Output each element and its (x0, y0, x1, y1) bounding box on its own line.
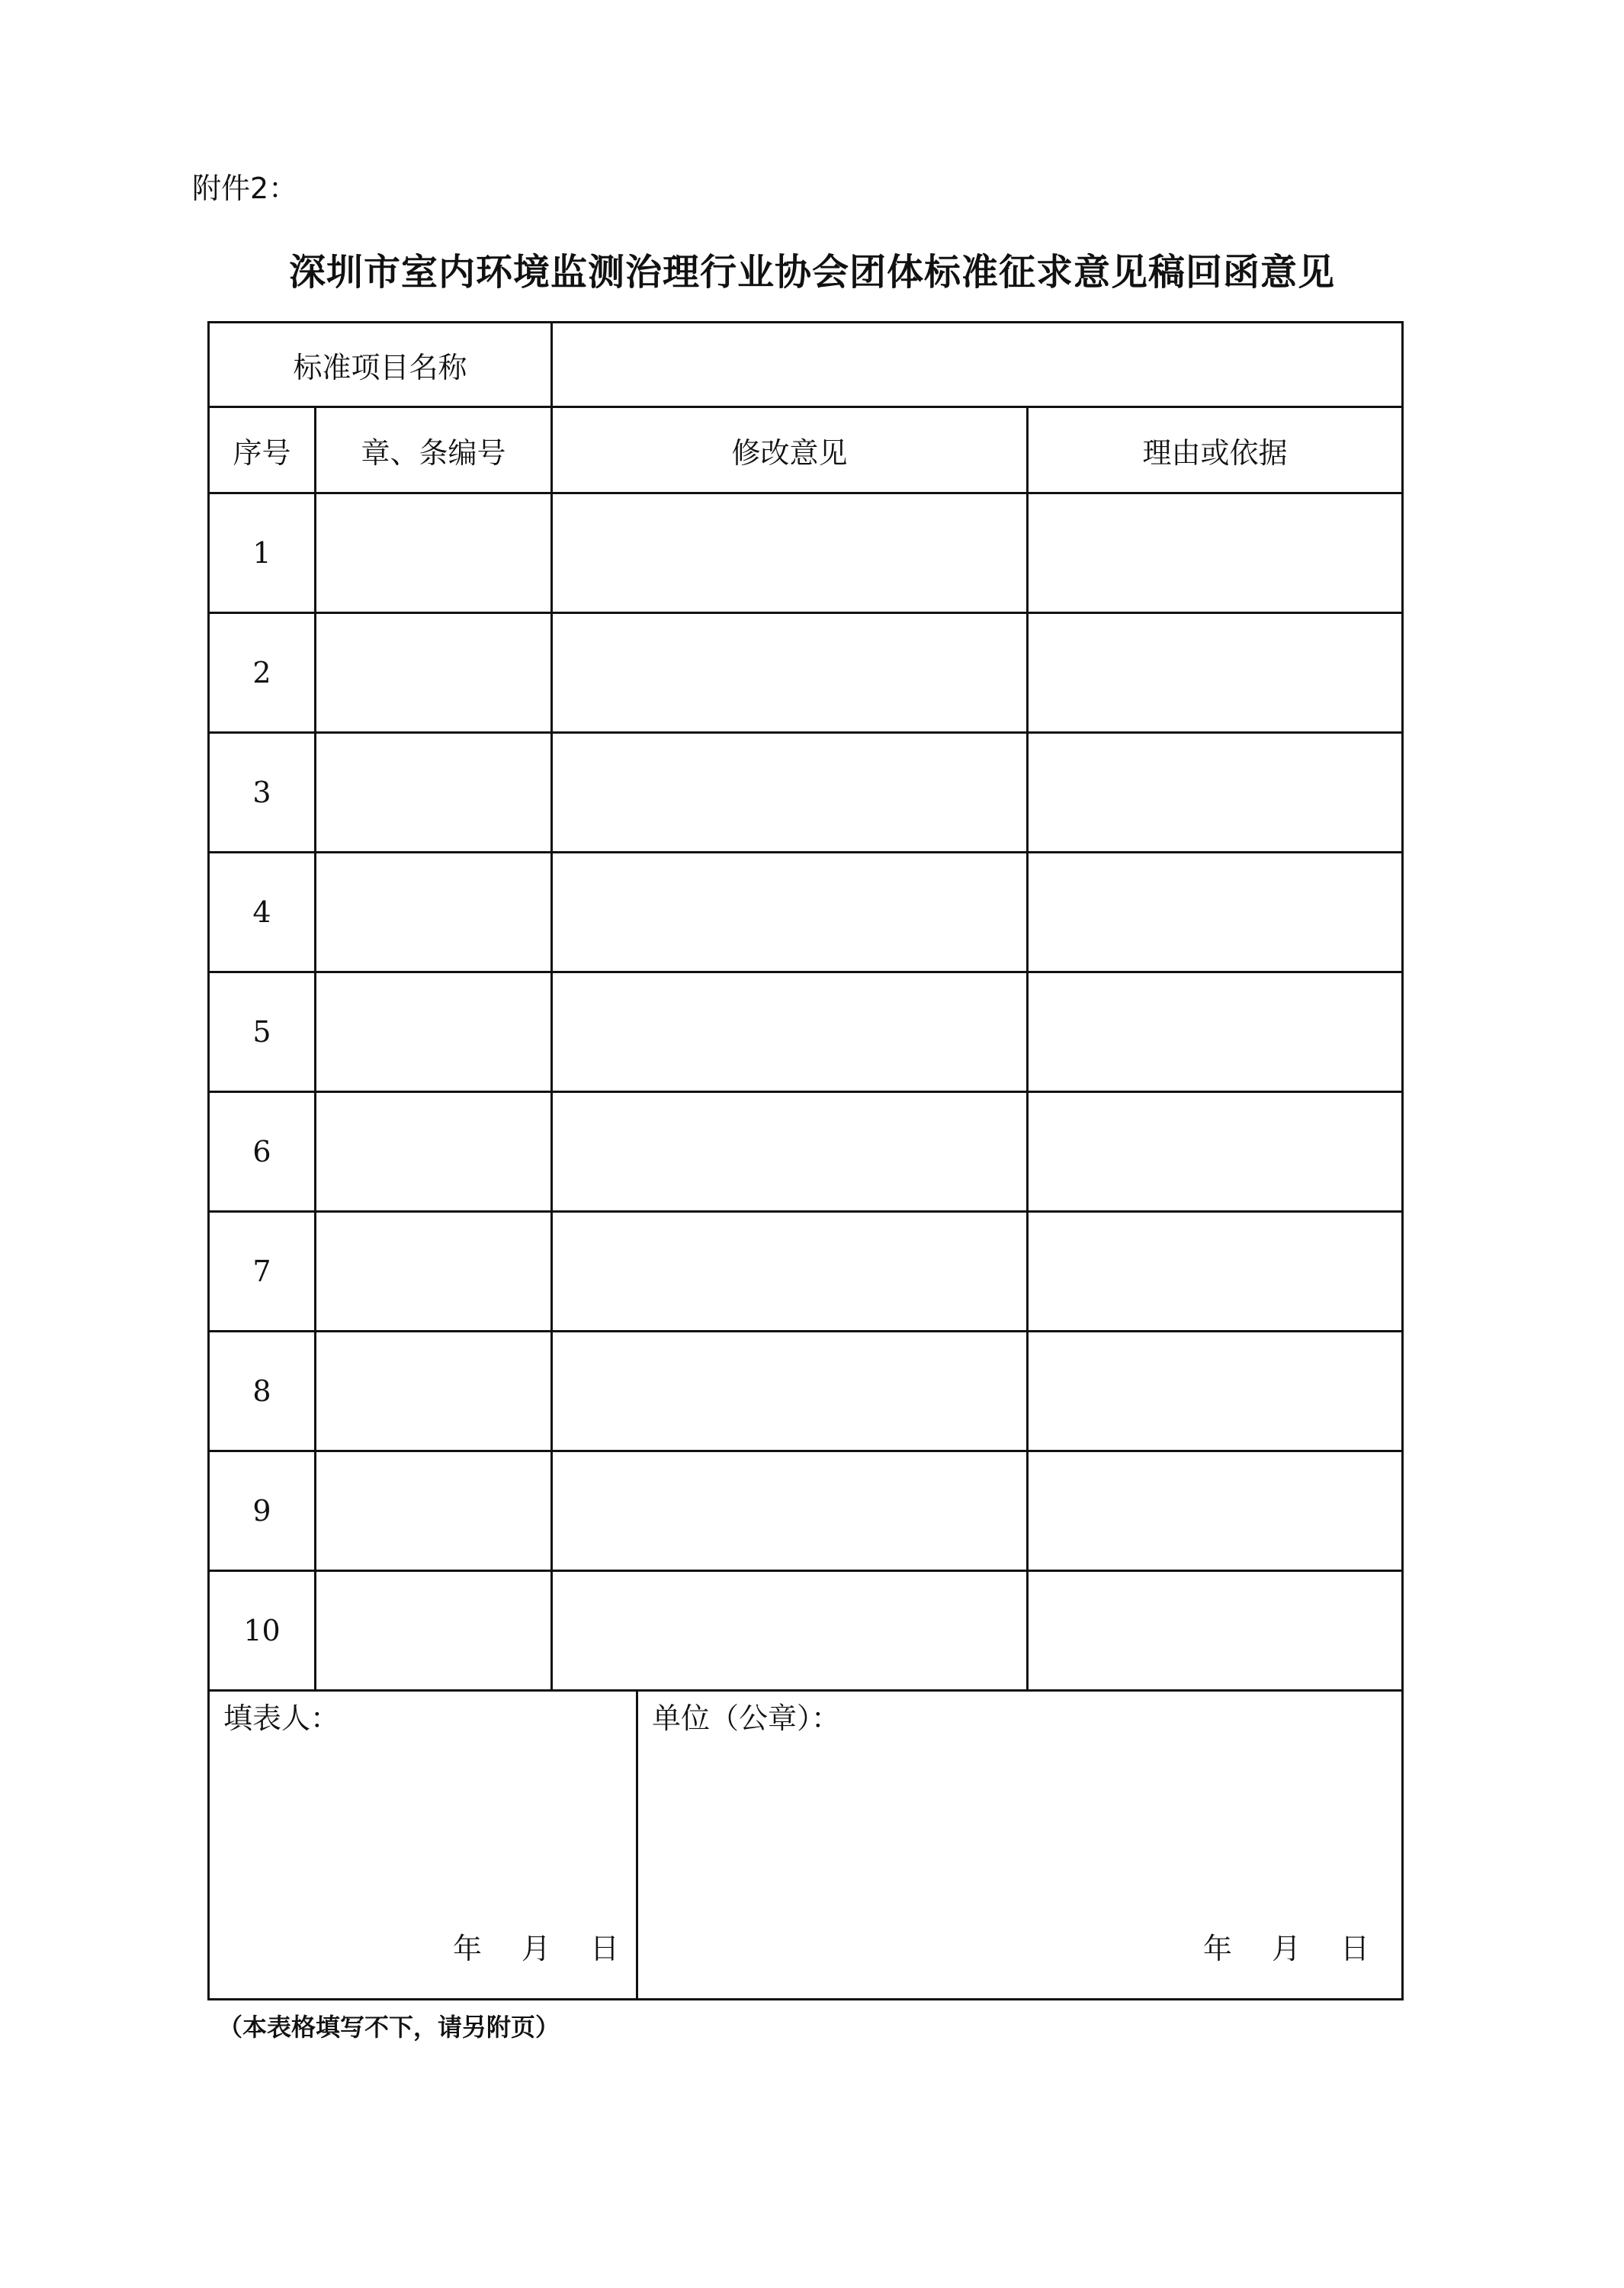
clause-cell[interactable] (316, 972, 552, 1092)
day-label: 日 (590, 1932, 620, 1965)
day-label: 日 (1340, 1932, 1370, 1965)
table-row (209, 613, 1403, 733)
reason-cell[interactable] (1028, 733, 1403, 853)
row-number: 7 (209, 1212, 316, 1332)
row-number: 6 (209, 1092, 316, 1212)
unit-seal-cell[interactable] (637, 1691, 1403, 2000)
opinion-cell[interactable] (552, 733, 1028, 853)
attachment-label: 附件2： (192, 172, 298, 205)
header-row (209, 407, 1403, 493)
opinion-cell[interactable] (552, 1092, 1028, 1212)
opinion-cell[interactable] (552, 613, 1028, 733)
form-title: 深圳市室内环境监测治理行业协会团体标准征求意见稿回函意见 (288, 251, 1335, 294)
reason-cell[interactable] (1028, 613, 1403, 733)
opinion-cell[interactable] (552, 1332, 1028, 1451)
project-name-row (209, 323, 1403, 407)
opinion-form-table (207, 321, 1404, 2000)
opinion-cell[interactable] (552, 1451, 1028, 1571)
opinion-cell[interactable] (552, 1212, 1028, 1332)
footnote: （本表格填写不下，请另附页） (218, 2013, 560, 2042)
row-number: 10 (209, 1571, 316, 1691)
reason-cell[interactable] (1028, 1092, 1403, 1212)
project-name-label: 标准项目名称 (209, 323, 552, 407)
table-row (209, 1571, 1403, 1691)
table-row (209, 972, 1403, 1092)
unit-seal-label: 单位（公章）： (652, 1702, 841, 1735)
table-row (209, 733, 1403, 853)
opinion-cell[interactable] (552, 1571, 1028, 1691)
reason-cell[interactable] (1028, 972, 1403, 1092)
reason-cell[interactable] (1028, 853, 1403, 972)
clause-cell[interactable] (316, 853, 552, 972)
reason-cell[interactable] (1028, 1332, 1403, 1451)
clause-cell[interactable] (316, 613, 552, 733)
header-opinion: 修改意见 (552, 407, 1028, 493)
month-label: 月 (1271, 1932, 1301, 1965)
clause-cell[interactable] (316, 1332, 552, 1451)
row-number: 1 (209, 493, 316, 613)
table-row (209, 493, 1403, 613)
year-label: 年 (452, 1932, 482, 1965)
opinion-cell[interactable] (552, 493, 1028, 613)
header-reason: 理由或依据 (1028, 407, 1403, 493)
clause-cell[interactable] (316, 733, 552, 853)
reason-cell[interactable] (1028, 1451, 1403, 1571)
header-seq: 序号 (209, 407, 316, 493)
opinion-cell[interactable] (552, 972, 1028, 1092)
clause-cell[interactable] (316, 1212, 552, 1332)
row-number: 4 (209, 853, 316, 972)
row-number: 9 (209, 1451, 316, 1571)
unit-date (1203, 1930, 1369, 1968)
reason-cell[interactable] (1028, 493, 1403, 613)
row-number: 3 (209, 733, 316, 853)
filler-label: 填表人： (223, 1702, 340, 1735)
opinion-cell[interactable] (552, 853, 1028, 972)
clause-cell[interactable] (316, 1571, 552, 1691)
reason-cell[interactable] (1028, 1571, 1403, 1691)
table-row (209, 1212, 1403, 1332)
row-number: 5 (209, 972, 316, 1092)
row-number: 8 (209, 1332, 316, 1451)
reason-cell[interactable] (1028, 1212, 1403, 1332)
month-label: 月 (521, 1932, 550, 1965)
table-row (209, 1451, 1403, 1571)
table-row (209, 1092, 1403, 1212)
year-label: 年 (1202, 1932, 1232, 1965)
project-name-field[interactable] (552, 323, 1403, 407)
clause-cell[interactable] (316, 493, 552, 613)
row-number: 2 (209, 613, 316, 733)
clause-cell[interactable] (316, 1092, 552, 1212)
signature-row (209, 1691, 1403, 2000)
clause-cell[interactable] (316, 1451, 552, 1571)
header-clause: 章、条编号 (316, 407, 552, 493)
table-row (209, 1332, 1403, 1451)
filler-date (453, 1930, 619, 1968)
table-row (209, 853, 1403, 972)
filler-signature-cell[interactable] (209, 1691, 637, 2000)
